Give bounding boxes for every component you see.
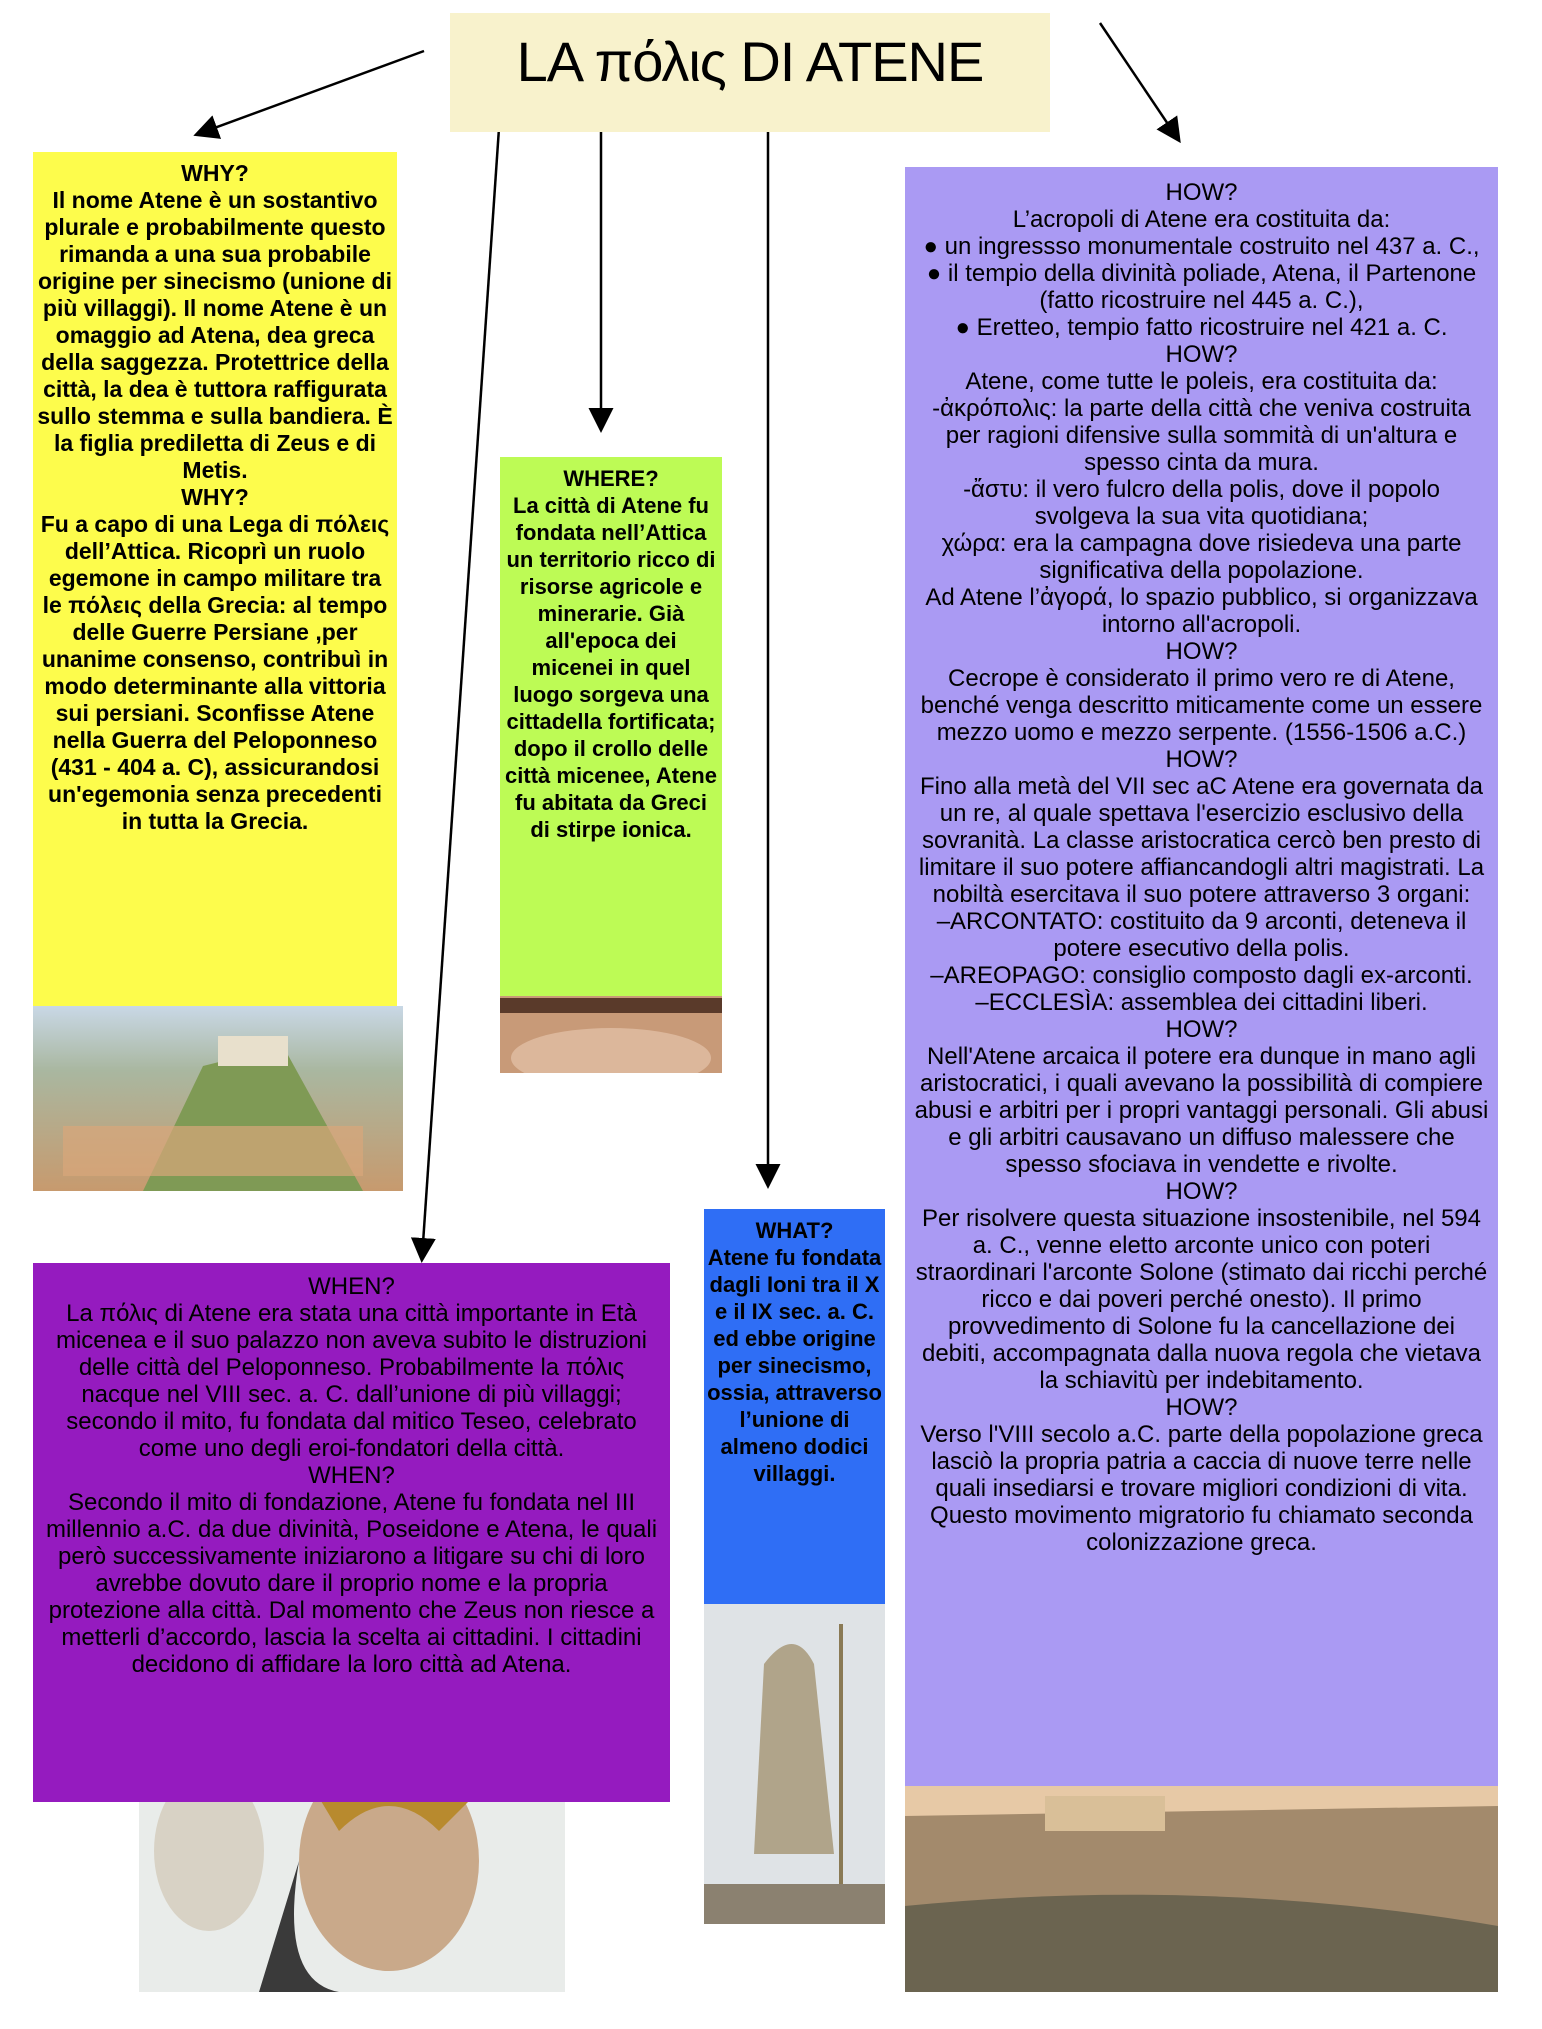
how-text: L’acropoli di Atene era costituita da:: [1012, 206, 1391, 233]
arrow-to-why: [198, 51, 424, 134]
how-text: Ad Atene l’ἀγορά, lo spazio pubblico, si organizzava intorno all'acropoli.: [925, 584, 1478, 638]
acropolis-reconstruction-image: [33, 1006, 403, 1191]
where-heading: WHERE?: [563, 466, 659, 491]
athena-statue-image: [704, 1604, 885, 1924]
page-title: LA πόλις DI ATENE: [450, 13, 1050, 132]
how-heading: HOW?: [1165, 1016, 1238, 1043]
how-heading: HOW?: [1165, 1178, 1238, 1205]
arrow-to-when: [422, 128, 499, 1258]
when-text: La πόλις di Atene era stata una città importante in Età micenea e il suo palazzo non aveva subito le distruzioni delle città del Peloponneso. Probabilmente la πόλις nacque nel VIII sec. a. C. dall’unione di più villaggi; secondo il mito, fu fondata dal mitico Teseo, celebrato come uno degli eroi-fondatori della città.: [55, 1300, 647, 1462]
how-text: –AREOPAGO: consiglio composto dagli ex-arconti.: [930, 962, 1473, 989]
why-heading: WHY?: [181, 160, 249, 186]
why-text: Il nome Atene è un sostantivo plurale e probabilmente questo rimanda a una sua probabile origine per sinecismo (unione di più villaggi). Il nome Atene è un omaggio ad Atena, dea greca della saggezza. Protettrice della città, la dea è tuttora raffigurata sullo stemma e sulla bandiera. È la figlia prediletta di Zeus e di Metis.: [37, 187, 393, 483]
when-text: Secondo il mito di fondazione, Atene fu fondata nel III millennio a.C. da due divinità, Poseidone e Atena, le quali però successivamente iniziarono a litigare su chi di loro avrebbe dovuto dare il proprio nome e la propria protezione alla città. Dal momento che Zeus non riesce a metterli d’accordo, lascia la scelta ai cittadini. I cittadini decidono di affidare la loro città ad Atena.: [45, 1489, 658, 1678]
how-text: Verso l'VIII secolo a.C. parte della popolazione greca lasciò la propria patria a caccia di nuove terre nelle quali insediarsi e trovare migliori condizioni di vita. Questo movimento migratorio fu chiamato seconda colonizzazione greca.: [920, 1421, 1483, 1556]
what-heading: WHAT?: [755, 1218, 834, 1243]
how-text: ● il tempio della divinità poliade, Atena, il Partenone (fatto ricostruire nel 445 a. C.),: [926, 260, 1477, 314]
how-text: Atene, come tutte le poleis, era costituita da:: [965, 368, 1438, 395]
when-heading: WHEN?: [308, 1273, 395, 1300]
when-box: [33, 1263, 670, 1802]
why-text: Fu a capo di una Lega di πόλεις dell’Attica. Ricoprì un ruolo egemone in campo militare tra le πόλεις della Grecia: al tempo delle Guerre Persiane ,per unanime consenso, contribuì in modo determinante alla vittoria sui persiani. Sconfisse Atene nella Guerra del Peloponneso (431 - 404 a. C), assicurandosi un'egemonia senza precedenti in tutta la Grecia.: [40, 511, 390, 834]
how-heading: HOW?: [1165, 341, 1238, 368]
how-text: Per risolvere questa situazione insostenibile, nel 594 a. C., venne eletto arconte unico con poteri straordinari l'arconte Solone (stimato dai ricchi perché ricco e dai poveri perché onesto). Il primo provvedimento di Solone fu la cancellazione dei debiti, accompagnata dalla nuova regola che vietava la schiavitù per indebitamento.: [915, 1205, 1488, 1394]
how-text: –ECCLESÌA: assemblea dei cittadini liberi.: [975, 989, 1428, 1016]
how-text: –ARCONTATO: costituito da 9 arconti, deteneva il potere esecutivo della polis.: [936, 908, 1467, 962]
when-heading: WHEN?: [308, 1462, 395, 1489]
how-text: ● un ingressso monumentale costruito nel 437 a. C.,: [923, 233, 1480, 260]
arrow-to-how: [1100, 23, 1178, 139]
what-box: [704, 1209, 885, 1604]
how-heading: HOW?: [1165, 746, 1238, 773]
what-text: Atene fu fondata dagli Ioni tra il X e il IX sec. a. C. ed ebbe origine per sinecismo, ossia, attraverso l’unione di almeno dodici villaggi.: [707, 1245, 882, 1486]
how-text: Nell'Atene arcaica il potere era dunque in mano agli aristocratici, i quali avevano la possibilità di compiere abusi e arbitri per i propri vantaggi personali. Gli abusi e gli arbitri causavano un diffuso malessere che spesso sfociava in vendette e rivolte.: [914, 1043, 1489, 1178]
how-heading: HOW?: [1165, 638, 1238, 665]
why-heading: WHY?: [181, 484, 249, 510]
how-text: -ἄστυ: il vero fulcro della polis, dove il popolo svolgeva la sua vita quotidiana;: [963, 476, 1440, 530]
how-heading: HOW?: [1165, 179, 1238, 206]
how-text: χώρα: era la campagna dove risiedeva una parte significativa della popolazione.: [941, 530, 1462, 584]
how-heading: HOW?: [1165, 1394, 1238, 1421]
how-text: ● Eretteo, tempio fatto ricostruire nel 421 a. C.: [955, 314, 1448, 341]
how-text: -ἀκρόπολις: la parte della città che veniva costruita per ragioni difensive sulla sommità di un'altura e spesso cinta da mura.: [932, 395, 1471, 476]
how-text: Fino alla metà del VII sec aC Atene era governata da un re, al quale spettava l'esercizio esclusivo della sovranità. La classe aristocratica cercò ben presto di limitare il suo potere affiancandogli altri magistrati. La nobiltà esercitava il suo potere attraverso 3 organi:: [918, 773, 1485, 908]
where-text: La città di Atene fu fondata nell’Attica un territorio ricco di risorse agricole e minerarie. Già all'epoca dei micenei in quel luogo sorgeva una cittadella fortificata; dopo il crollo delle città micenee, Atene fu abitata da Greci di stirpe ionica.: [505, 493, 717, 842]
how-text: Cecrope è considerato il primo vero re di Atene, benché venga descritto miticamente come un essere mezzo uomo e mezzo serpente. (1556-1506 a.C.): [920, 665, 1483, 746]
where-box: [500, 457, 722, 996]
how-box: [905, 167, 1498, 1786]
acropolis-photo: [905, 1786, 1498, 1992]
why-box: [33, 152, 397, 1006]
